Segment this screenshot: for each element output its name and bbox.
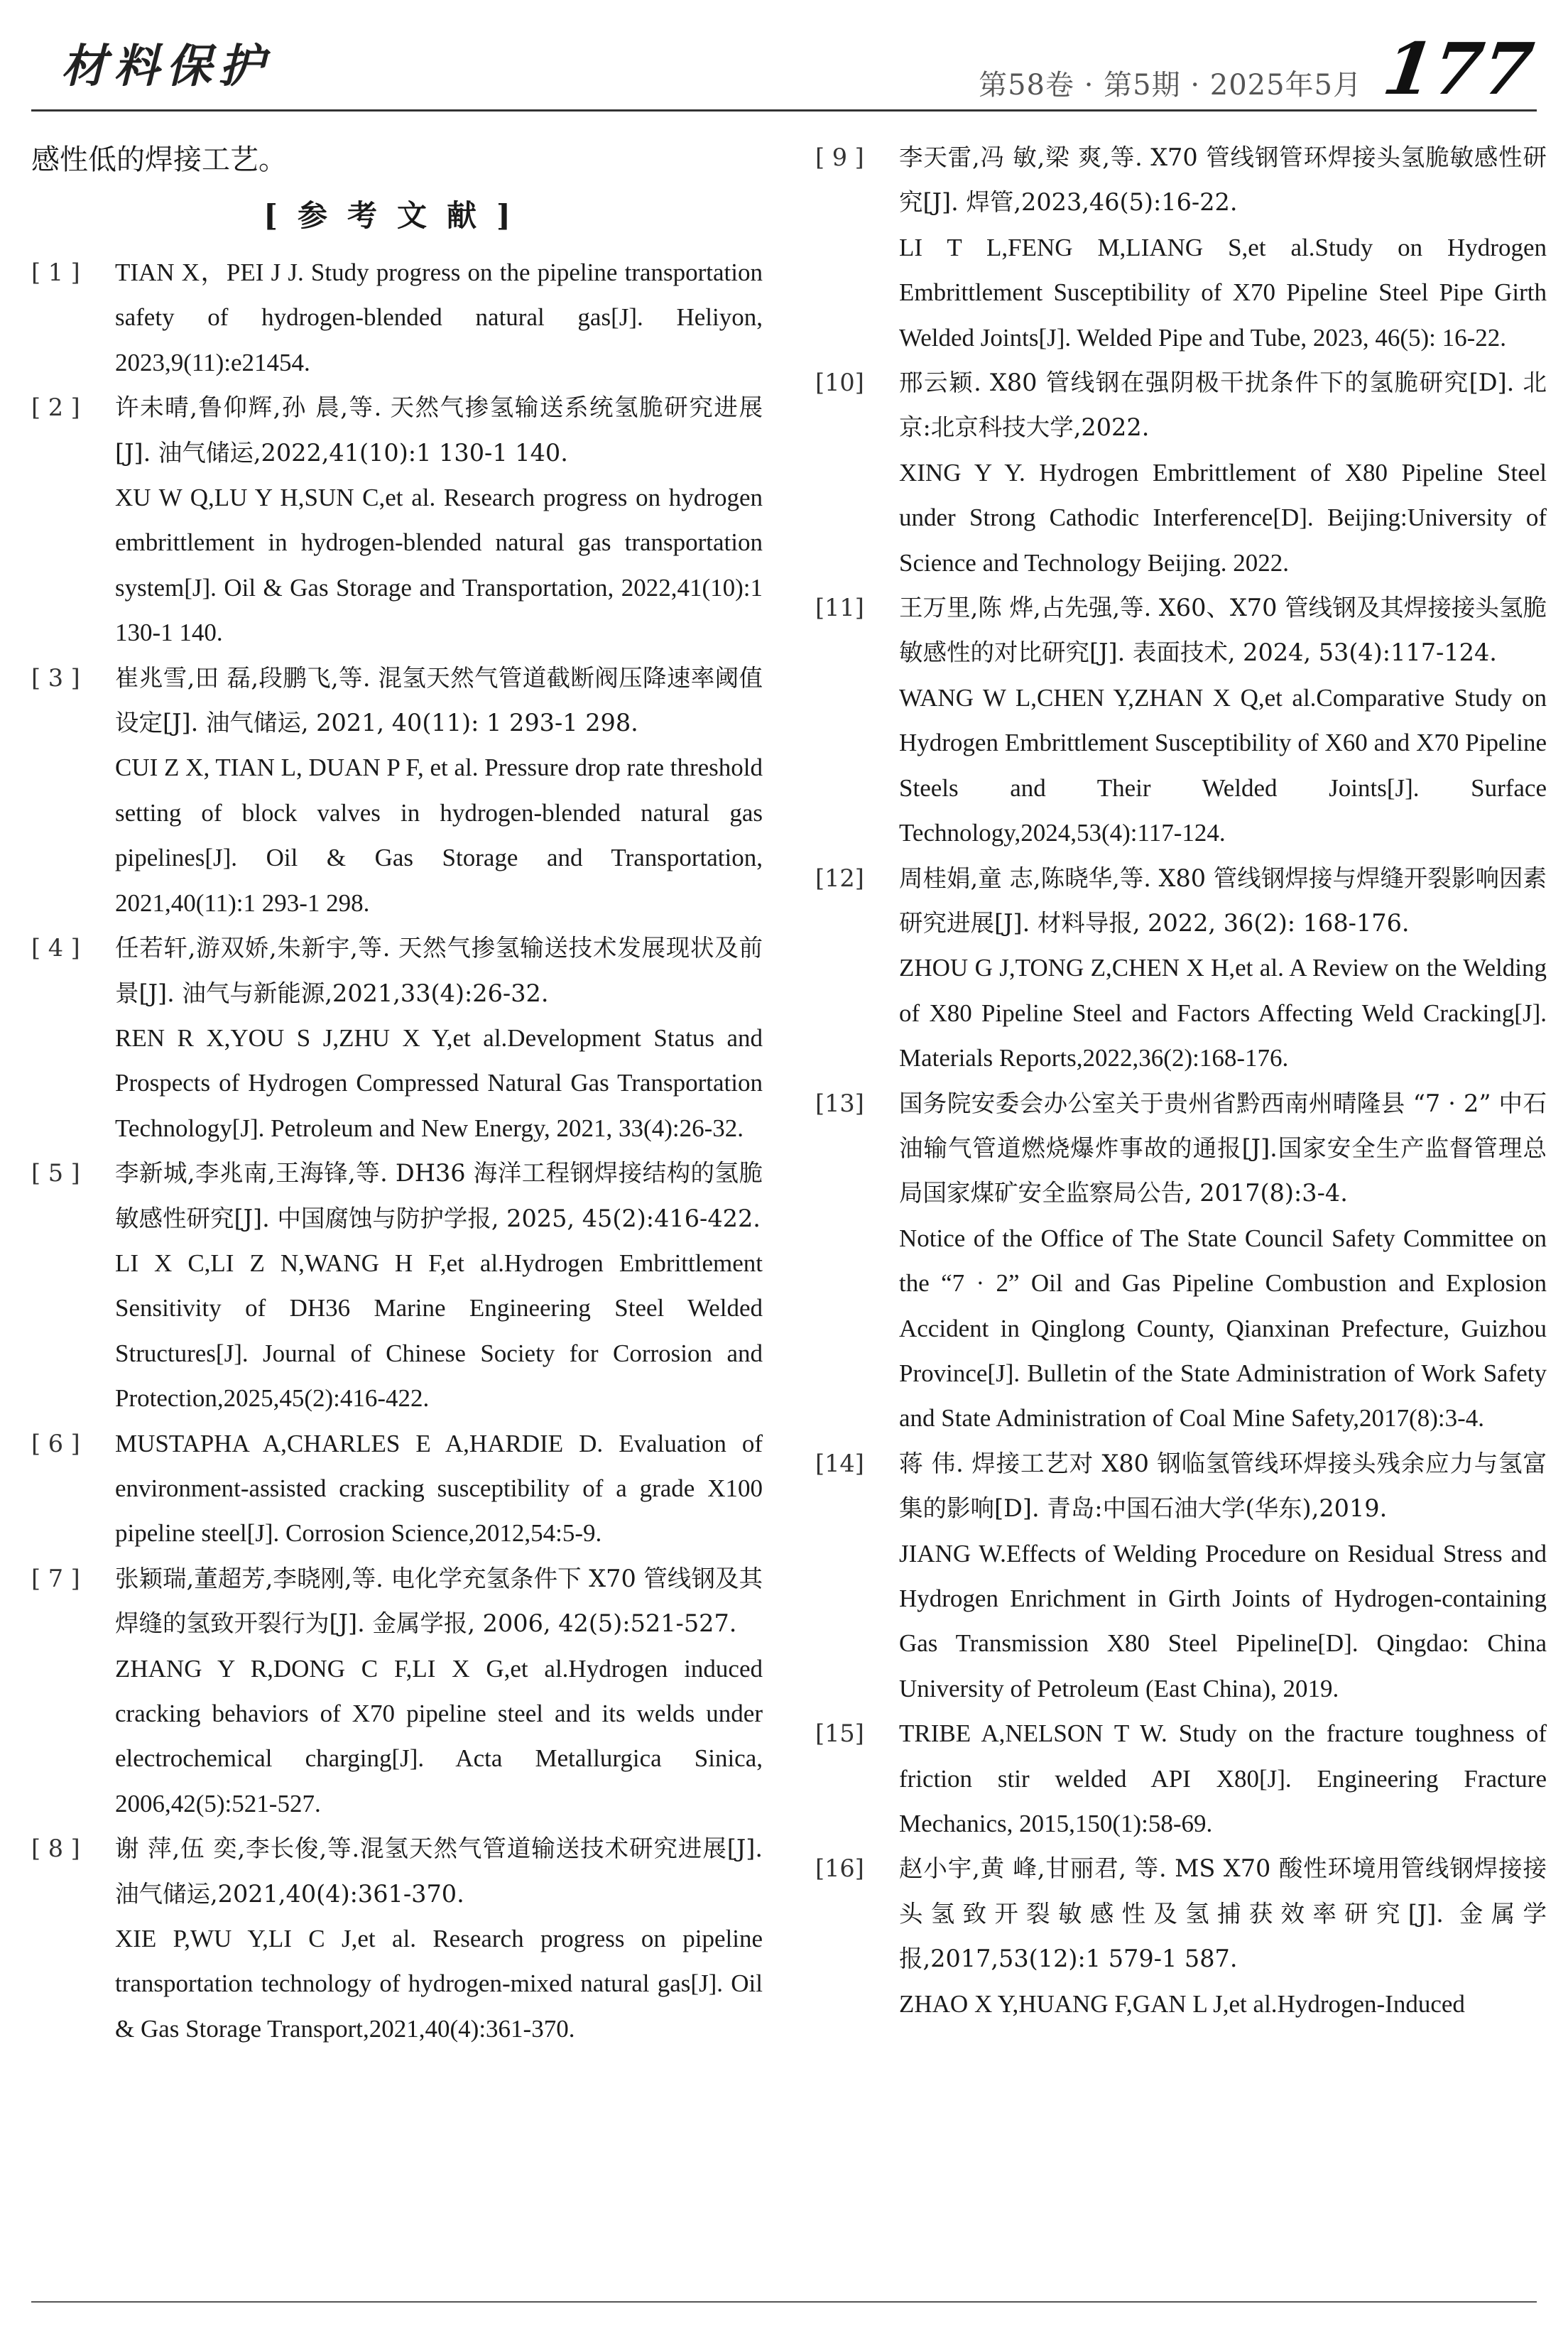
reference-english: LI T L,FENG M,LIANG S,et al.Study on Hydrogen Embrittlement Susceptibility of X70 Pipeline Steel Pipe Girth Welded Joints[J]. Welded Pipe and Tube, 2023, 46(5): 16-22. [899, 233, 1547, 352]
header-rule [31, 109, 1537, 112]
reference-number: [ 5 ] [31, 1159, 80, 1188]
reference-chinese: 赵小宇,黄 峰,甘丽君, 等. MS X70 酸性环境用管线钢焊接接头氢致开裂敏感性及氢捕获效率研究[J]. 金属学报,2017,53(12):1 579-1 587. [899, 1854, 1547, 1973]
right-column [815, 135, 1547, 2026]
reference-number: [ 7 ] [31, 1564, 80, 1592]
reference-number: [14] [815, 1449, 864, 1477]
reference-number: [ 9 ] [815, 143, 864, 171]
reference-body [115, 1421, 763, 1556]
reference-list-left [31, 250, 763, 2051]
reference-chinese: 邢云颖. X80 管线钢在强阴极干扰条件下的氢脆研究[D]. 北京:北京科技大学,2022. [899, 369, 1547, 442]
reference-item [31, 250, 763, 385]
reference-english: JIANG W.Effects of Welding Procedure on Residual Stress and Hydrogen Enrichment in Girth Joints of Hydrogen-containing Gas Transmission X80 Steel Pipeline[D]. Qingdao: China University of Petroleum (East China), 2019. [899, 1539, 1547, 1702]
reference-item [31, 1151, 763, 1420]
footer-rule [31, 2301, 1537, 2303]
reference-english: XING Y Y. Hydrogen Embrittlement of X80 Pipeline Steel under Strong Cathodic Interference[D]. Beijing:University of Science and Technology Beijing. 2022. [899, 458, 1547, 577]
reference-english: XIE P,WU Y,LI C J,et al. Research progress on pipeline transportation technology of hydrogen-mixed natural gas[J]. Oil & Gas Storage Transport,2021,40(4):361-370. [115, 1925, 763, 2043]
reference-item [31, 385, 763, 655]
reference-english: ZHAO X Y,HUANG F,GAN L J,et al.Hydrogen-Induced [899, 1989, 1465, 2018]
reference-english: TRIBE A,NELSON T W. Study on the fracture toughness of friction stir welded API X80[J]. Engineering Fracture Mechanics, 2015,150(1):58-69. [899, 1719, 1547, 1838]
reference-chinese: 李新城,李兆南,王海锋,等. DH36 海洋工程钢焊接结构的氢脆敏感性研究[J]. 中国腐蚀与防护学报, 2025, 45(2):416-422. [115, 1159, 763, 1232]
reference-body [899, 1846, 1547, 2026]
reference-number: [ 3 ] [31, 663, 80, 692]
reference-english: TIAN X，PEI J J. Study progress on the pipeline transportation safety of hydrogen-blended natural gas[J]. Heliyon, 2023,9(11):e21454. [115, 259, 763, 376]
reference-body [899, 1711, 1547, 1846]
reference-english: CUI Z X, TIAN L, DUAN P F, et al. Pressure drop rate threshold setting of block valves in hydrogen-blended natural gas pipelines[J]. Oil & Gas Storage and Transportation, 2021,40(11):1 293-1 298. [115, 754, 763, 917]
reference-body [899, 585, 1547, 855]
reference-item [815, 1846, 1547, 2026]
reference-english: MUSTAPHA A,CHARLES E A,HARDIE D. Evaluation of environment-assisted cracking susceptibility of a grade X100 pipeline steel[J]. Corrosion Science,2012,54:5-9. [115, 1429, 763, 1548]
journal-logo: 材料保护 [61, 40, 271, 93]
reference-body [115, 1556, 763, 1826]
reference-number: [16] [815, 1854, 864, 1883]
reference-chinese: 谢 萍,伍 奕,李长俊,等.混氢天然气管道输送技术研究进展[J].油气储运,2021,40(4):361-370. [115, 1835, 763, 1908]
reference-number: [ 1 ] [31, 259, 80, 286]
reference-english: Notice of the Office of The State Council Safety Committee on the “7 · 2” Oil and Gas Pipeline Combustion and Explosion Accident in Qinglong County, Qianxinan Prefecture, Guizhou Province[J]. Bulletin of the State Administration of Work Safety and State Administration of Coal Mine Safety,2017(8):3-4. [899, 1224, 1547, 1433]
reference-number: [13] [815, 1089, 864, 1117]
reference-body [899, 360, 1547, 585]
reference-number: [ 2 ] [31, 393, 80, 422]
reference-body [115, 250, 763, 385]
reference-number: [12] [815, 864, 864, 892]
reference-number: [10] [815, 369, 864, 397]
reference-body [115, 385, 763, 655]
reference-english: XU W Q,LU Y H,SUN C,et al. Research progress on hydrogen embrittlement in hydrogen-blended natural gas transportation system[J]. Oil & Gas Storage and Transportation, 2022,41(10):1 130-1 140. [115, 484, 763, 647]
reference-number: [ 4 ] [31, 934, 80, 962]
reference-number: [11] [815, 594, 864, 622]
reference-item [31, 1556, 763, 1826]
reference-chinese: 张颖瑞,董超芳,李晓刚,等. 电化学充氢条件下 X70 管线钢及其焊缝的氢致开裂行为[J]. 金属学报, 2006, 42(5):521-527. [115, 1564, 763, 1638]
continuation-text: 感性低的焊接工艺。 [31, 143, 287, 176]
reference-chinese: 王万里,陈 烨,占先强,等. X60、X70 管线钢及其焊接接头氢脆敏感性的对比研究[J]. 表面技术, 2024, 53(4):117-124. [899, 594, 1547, 667]
reference-chinese: 任若轩,游双娇,朱新宇,等. 天然气掺氢输送技术发展现状及前景[J]. 油气与新能源,2021,33(4):26-32. [115, 934, 763, 1007]
reference-number: [15] [815, 1719, 864, 1748]
reference-chinese: 国务院安委会办公室关于贵州省黔西南州晴隆县 “7 · 2” 中石油输气管道燃烧爆炸事故的通报[J].国家安全生产监督管理总局国家煤矿安全监察局公告, 2017(8):3-4. [899, 1089, 1547, 1207]
reference-english: WANG W L,CHEN Y,ZHAN X Q,et al.Comparative Study on Hydrogen Embrittlement Susceptibility of X60 and X70 Pipeline Steels and Their Welded Joints[J]. Surface Technology,2024,53(4):117-124. [899, 683, 1547, 847]
reference-body [899, 135, 1547, 360]
reference-item [815, 1081, 1547, 1441]
reference-item [31, 656, 763, 925]
reference-english: REN R X,YOU S J,ZHU X Y,et al.Development Status and Prospects of Hydrogen Compressed Natural Gas Transportation Technology[J]. Petroleum and New Energy, 2021, 33(4):26-32. [115, 1023, 763, 1142]
reference-body [899, 1441, 1547, 1711]
reference-body [115, 1151, 763, 1420]
reference-item [815, 135, 1547, 360]
reference-chinese: 周桂娟,童 志,陈晓华,等. X80 管线钢焊接与焊缝开裂影响因素研究进展[J]. 材料导报, 2022, 36(2): 168-176. [899, 864, 1547, 937]
reference-item [815, 856, 1547, 1081]
reference-list-right [815, 135, 1547, 2026]
reference-body [899, 856, 1547, 1081]
page-header [0, 0, 1568, 121]
reference-item [31, 1421, 763, 1556]
reference-english: ZHOU G J,TONG Z,CHEN X H,et al. A Review on the Welding of X80 Pipeline Steel and Factors Affecting Weld Cracking[J]. Materials Reports,2022,36(2):168-176. [899, 954, 1547, 1072]
left-column [31, 135, 763, 2051]
reference-chinese: 李天雷,冯 敏,梁 爽,等. X70 管线钢管环焊接头氢脆敏感性研究[J]. 焊管,2023,46(5):16-22. [899, 143, 1547, 217]
reference-chinese: 蒋 伟. 焊接工艺对 X80 钢临氢管线环焊接头残余应力与氢富集的影响[D]. 青岛:中国石油大学(华东),2019. [899, 1449, 1547, 1523]
reference-item [815, 1711, 1547, 1846]
reference-number: [ 6 ] [31, 1429, 80, 1457]
reference-body [899, 1081, 1547, 1441]
references-title: [参考文献] [263, 198, 530, 233]
reference-item [815, 360, 1547, 585]
reference-body [115, 656, 763, 925]
reference-body [115, 1826, 763, 2051]
reference-english: LI X C,LI Z N,WANG H F,et al.Hydrogen Embrittlement Sensitivity of DH36 Marine Engineering Steel Welded Structures[J]. Journal of Chinese Society for Corrosion and Protection,2025,45(2):416-422. [115, 1249, 763, 1413]
reference-number: [ 8 ] [31, 1835, 80, 1863]
reference-item [815, 1441, 1547, 1711]
reference-chinese: 崔兆雪,田 磊,段鹏飞,等. 混氢天然气管道截断阀压降速率阈值设定[J]. 油气储运, 2021, 40(11): 1 293-1 298. [115, 663, 763, 737]
reference-item [31, 925, 763, 1151]
reference-english: ZHANG Y R,DONG C F,LI X G,et al.Hydrogen induced cracking behaviors of X70 pipeline steel and its welds under electrochemical charging[J]. Acta Metallurgica Sinica, 2006,42(5):521-527. [115, 1654, 763, 1817]
issue-info: 第58卷 · 第5期 · 2025年5月 [979, 69, 1362, 102]
reference-item [815, 585, 1547, 855]
reference-chinese: 许未晴,鲁仰辉,孙 晨,等. 天然气掺氢输送系统氢脆研究进展[J]. 油气储运,2022,41(10):1 130-1 140. [115, 393, 763, 467]
reference-body [115, 925, 763, 1151]
page-number: 177 [1378, 27, 1539, 111]
reference-item [31, 1826, 763, 2051]
